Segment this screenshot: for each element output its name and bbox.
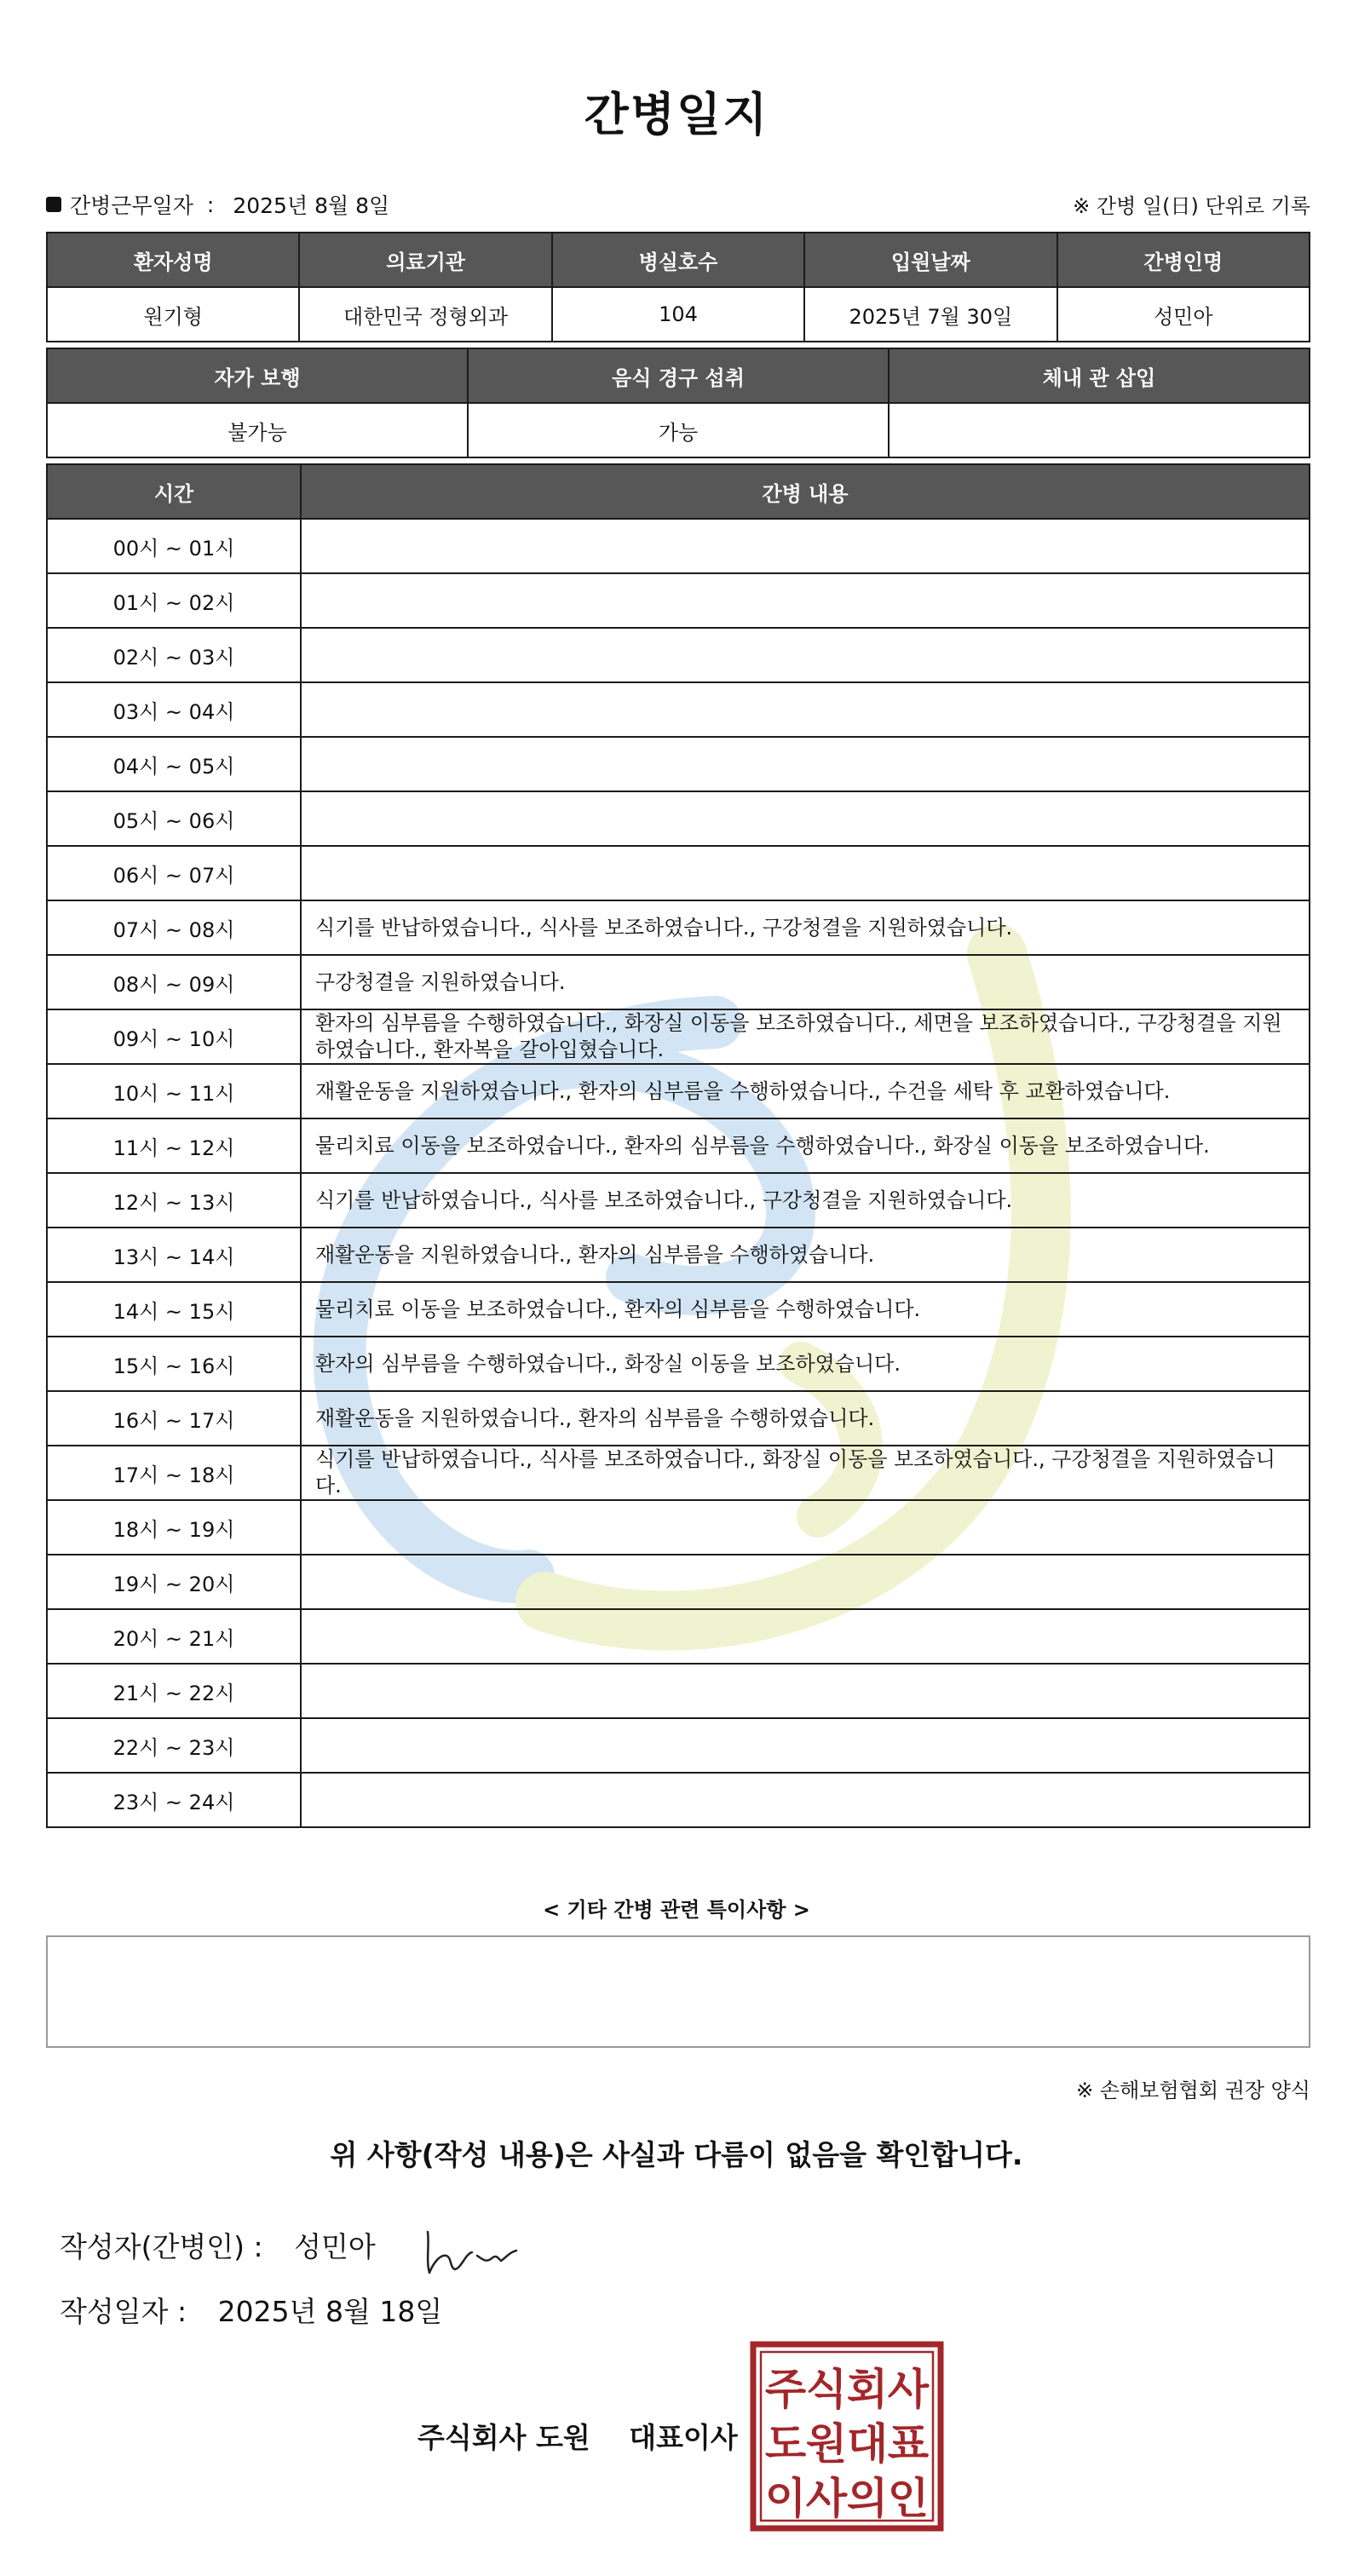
care-log-content: 재활운동을 지원하였습니다., 환자의 심부름을 수행하였습니다. bbox=[301, 1228, 1310, 1282]
seal-character: 이 bbox=[764, 2474, 807, 2523]
care-log-content bbox=[301, 1664, 1310, 1718]
care-log-content bbox=[301, 519, 1310, 573]
care-log-row bbox=[47, 1064, 1310, 1118]
patient-status-table bbox=[46, 348, 1310, 458]
patient-name: 원기형 bbox=[47, 287, 299, 342]
care-log-time: 01시 ~ 02시 bbox=[47, 573, 301, 628]
seal-character: 대 bbox=[846, 2419, 889, 2469]
bullet-square-icon bbox=[46, 197, 61, 212]
oral-intake-value: 가능 bbox=[468, 403, 889, 457]
care-log-time: 14시 ~ 15시 bbox=[47, 1282, 301, 1337]
care-log-content bbox=[301, 682, 1310, 737]
writer-name: 성민아 bbox=[294, 2230, 376, 2263]
seal-character: 주 bbox=[764, 2365, 807, 2414]
seal-character: 도 bbox=[764, 2419, 807, 2469]
care-log-row bbox=[47, 1228, 1310, 1282]
patient-status-header-row bbox=[47, 348, 1310, 403]
header-oral-intake: 음식 경구 섭취 bbox=[468, 348, 889, 403]
care-log-row bbox=[47, 1391, 1310, 1446]
care-log-row bbox=[47, 519, 1310, 573]
care-log-row bbox=[47, 955, 1310, 1009]
care-log-time: 18시 ~ 19시 bbox=[47, 1500, 301, 1555]
seal-character: 사 bbox=[887, 2365, 930, 2414]
care-log-row bbox=[47, 1609, 1310, 1664]
care-log-content bbox=[301, 737, 1310, 791]
seal-character: 의 bbox=[846, 2474, 889, 2523]
care-log-time: 02시 ~ 03시 bbox=[47, 628, 301, 682]
care-log-content bbox=[301, 791, 1310, 846]
care-log-content bbox=[301, 628, 1310, 682]
work-date-value: 2025년 8월 8일 bbox=[233, 193, 390, 218]
patient-status-value-row bbox=[47, 403, 1310, 457]
header-self-walking: 자가 보행 bbox=[47, 348, 468, 403]
care-log-time: 10시 ~ 11시 bbox=[47, 1064, 301, 1118]
patient-info-header-row bbox=[47, 233, 1310, 287]
care-log-header-row bbox=[47, 464, 1310, 519]
written-date-value: 2025년 8월 18일 bbox=[217, 2295, 443, 2328]
header-care-content: 간병 내용 bbox=[301, 464, 1310, 519]
care-log-row bbox=[47, 1555, 1310, 1609]
care-log-content: 식기를 반납하였습니다., 식사를 보조하였습니다., 화장실 이동을 보조하였습니다., 구강청결을 지원하였습니다. bbox=[301, 1446, 1310, 1500]
notes-title: < 기타 간병 관련 특이사항 > bbox=[543, 1898, 810, 1922]
care-log-time: 08시 ~ 09시 bbox=[47, 955, 301, 1009]
care-log-content: 식기를 반납하였습니다., 식사를 보조하였습니다., 구강청결을 지원하였습니다. bbox=[301, 900, 1310, 955]
care-log-row bbox=[47, 1500, 1310, 1555]
care-log-time: 09시 ~ 10시 bbox=[47, 1009, 301, 1064]
hospital-name: 대한민국 정형외과 bbox=[299, 287, 551, 342]
seal-character: 회 bbox=[846, 2365, 889, 2414]
care-log-time: 20시 ~ 21시 bbox=[47, 1609, 301, 1664]
work-date-row bbox=[46, 189, 389, 220]
care-log-content: 환자의 심부름을 수행하였습니다., 화장실 이동을 보조하였습니다., 세면을 보조하였습니다., 구강청결을 지원하였습니다., 환자복을 갈아입혔습니다. bbox=[301, 1009, 1310, 1064]
care-log-content bbox=[301, 1718, 1310, 1773]
care-log-time: 17시 ~ 18시 bbox=[47, 1446, 301, 1500]
care-log-row bbox=[47, 1337, 1310, 1391]
care-log-time: 13시 ~ 14시 bbox=[47, 1228, 301, 1282]
care-log-content: 재활운동을 지원하였습니다., 환자의 심부름을 수행하였습니다. bbox=[301, 1391, 1310, 1446]
care-log-row bbox=[47, 628, 1310, 682]
document-title: 간병일지 bbox=[584, 88, 769, 141]
header-patient-name: 환자성명 bbox=[47, 233, 299, 287]
care-log-row bbox=[47, 1173, 1310, 1228]
care-log-content bbox=[301, 846, 1310, 900]
care-log-content: 재활운동을 지원하였습니다., 환자의 심부름을 수행하였습니다., 수건을 세탁 후 교환하였습니다. bbox=[301, 1064, 1310, 1118]
writer-row bbox=[60, 2225, 376, 2265]
admission-date: 2025년 7월 30일 bbox=[804, 287, 1056, 342]
care-log-content: 환자의 심부름을 수행하였습니다., 화장실 이동을 보조하였습니다. bbox=[301, 1337, 1310, 1391]
care-log-row bbox=[47, 1664, 1310, 1718]
seal-character: 원 bbox=[805, 2419, 848, 2469]
care-log-time: 12시 ~ 13시 bbox=[47, 1173, 301, 1228]
care-log-time: 06시 ~ 07시 bbox=[47, 846, 301, 900]
patient-info-table bbox=[46, 232, 1310, 342]
care-log-row bbox=[47, 1282, 1310, 1337]
care-log-time: 11시 ~ 12시 bbox=[47, 1118, 301, 1173]
care-log-time: 23시 ~ 24시 bbox=[47, 1773, 301, 1827]
tube-insertion-value bbox=[889, 403, 1310, 457]
care-log-row bbox=[47, 1009, 1310, 1064]
care-log-time: 16시 ~ 17시 bbox=[47, 1391, 301, 1446]
care-log-time: 07시 ~ 08시 bbox=[47, 900, 301, 955]
seal-character: 표 bbox=[887, 2419, 930, 2469]
special-notes-box bbox=[46, 1935, 1310, 2048]
care-log-content bbox=[301, 1609, 1310, 1664]
care-log-time: 19시 ~ 20시 bbox=[47, 1555, 301, 1609]
care-log-content bbox=[301, 1773, 1310, 1827]
header-hospital: 의료기관 bbox=[299, 233, 551, 287]
daily-record-note: ※ 간병 일(日) 단위로 기록 bbox=[1073, 194, 1310, 218]
care-log-row bbox=[47, 1773, 1310, 1827]
care-log-time: 05시 ~ 06시 bbox=[47, 791, 301, 846]
company-seal-stamp bbox=[750, 2341, 944, 2532]
care-log-row bbox=[47, 737, 1310, 791]
care-log-content bbox=[301, 1500, 1310, 1555]
care-log-row bbox=[47, 682, 1310, 737]
patient-info-value-row bbox=[47, 287, 1310, 342]
care-log-row bbox=[47, 900, 1310, 955]
written-date-row bbox=[60, 2290, 442, 2330]
header-room-number: 병실호수 bbox=[552, 233, 804, 287]
seal-character: 식 bbox=[805, 2365, 848, 2414]
work-date-colon: : bbox=[206, 192, 215, 217]
care-log-time: 22시 ~ 23시 bbox=[47, 1718, 301, 1773]
care-log-row bbox=[47, 1118, 1310, 1173]
care-log-content: 물리치료 이동을 보조하였습니다., 환자의 심부름을 수행하였습니다. bbox=[301, 1282, 1310, 1337]
room-number: 104 bbox=[552, 287, 804, 342]
confirmation-statement: 위 사항(작성 내용)은 사실과 다름이 없음을 확인합니다. bbox=[330, 2138, 1023, 2171]
company-signature-line bbox=[417, 2416, 738, 2456]
care-log-row bbox=[47, 573, 1310, 628]
care-log-body bbox=[47, 519, 1310, 1827]
care-log-row bbox=[47, 791, 1310, 846]
handwritten-signature bbox=[417, 2220, 554, 2280]
care-log-content: 물리치료 이동을 보조하였습니다., 환자의 심부름을 수행하였습니다., 화장실 이동을 보조하였습니다. bbox=[301, 1118, 1310, 1173]
seal-character: 사 bbox=[805, 2474, 848, 2523]
caregiver-name: 성민아 bbox=[1057, 287, 1310, 342]
care-log-content bbox=[301, 573, 1310, 628]
representative-title: 대표이사 bbox=[629, 2421, 738, 2454]
company-name: 주식회사 도원 bbox=[417, 2421, 590, 2454]
header-caregiver-name: 간병인명 bbox=[1057, 233, 1310, 287]
care-log-row bbox=[47, 1446, 1310, 1500]
written-date-label: 작성일자 : bbox=[60, 2295, 187, 2328]
header-time: 시간 bbox=[47, 464, 301, 519]
care-log-table bbox=[46, 463, 1310, 1828]
care-log-time: 04시 ~ 05시 bbox=[47, 737, 301, 791]
writer-label: 작성자(간병인) : bbox=[60, 2230, 263, 2263]
care-log-time: 21시 ~ 22시 bbox=[47, 1664, 301, 1718]
care-log-time: 15시 ~ 16시 bbox=[47, 1337, 301, 1391]
care-log-row bbox=[47, 1718, 1310, 1773]
care-log-content bbox=[301, 1555, 1310, 1609]
header-admission-date: 입원날짜 bbox=[804, 233, 1056, 287]
self-walking-value: 불가능 bbox=[47, 403, 468, 457]
care-log-content: 구강청결을 지원하였습니다. bbox=[301, 955, 1310, 1009]
care-log-time: 03시 ~ 04시 bbox=[47, 682, 301, 737]
care-log-time: 00시 ~ 01시 bbox=[47, 519, 301, 573]
seal-character: 인 bbox=[887, 2474, 930, 2523]
care-log-row bbox=[47, 846, 1310, 900]
care-log-content: 식기를 반납하였습니다., 식사를 보조하였습니다., 구강청결을 지원하였습니다. bbox=[301, 1173, 1310, 1228]
header-tube-insertion: 체내 관 삽입 bbox=[889, 348, 1310, 403]
work-date-label: 간병근무일자 bbox=[70, 193, 193, 218]
recommendation-note: ※ 손해보험협회 권장 양식 bbox=[1076, 2079, 1310, 2102]
